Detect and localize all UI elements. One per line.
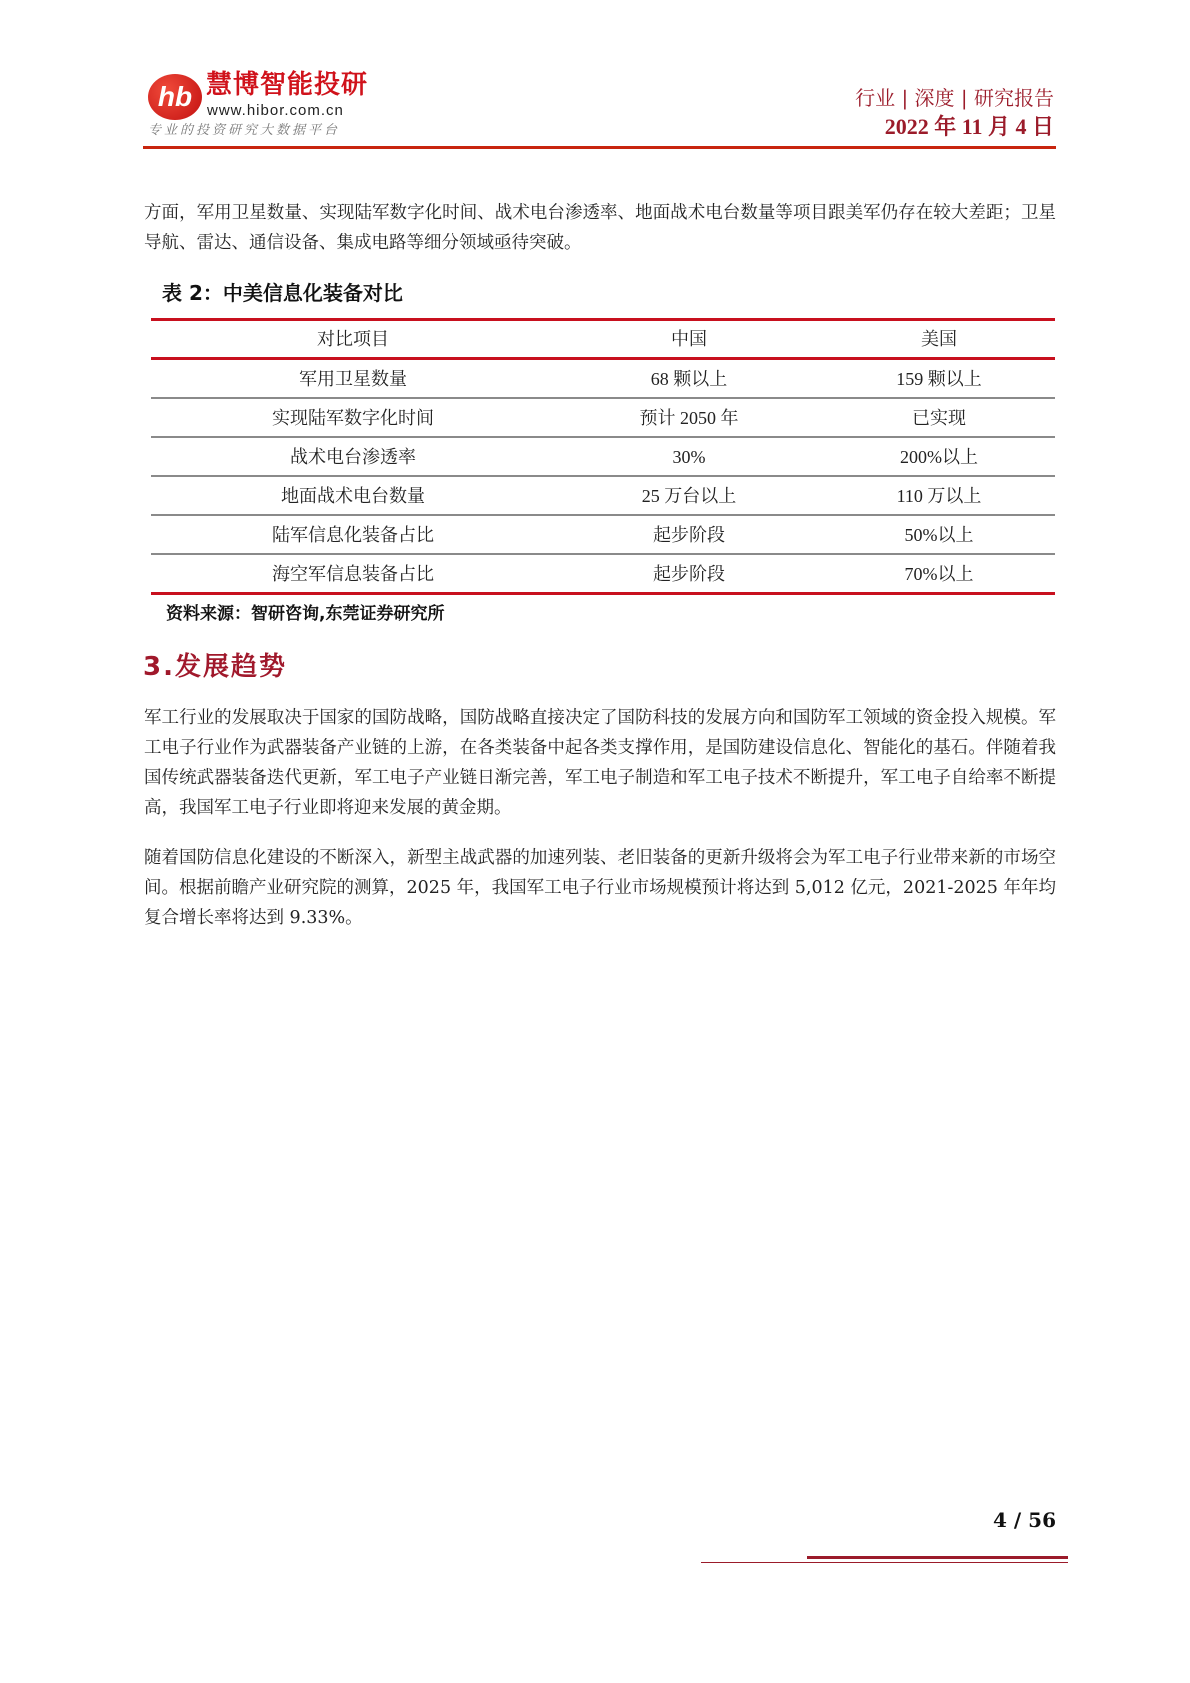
cell: 战术电台渗透率 bbox=[151, 437, 555, 476]
table-row bbox=[151, 359, 1055, 399]
cell: 25 万台以上 bbox=[555, 476, 823, 515]
cell: 50%以上 bbox=[823, 515, 1055, 554]
header-divider bbox=[143, 146, 1056, 149]
footer-divider bbox=[807, 1556, 1068, 1559]
cell: 实现陆军数字化时间 bbox=[151, 398, 555, 437]
cell: 159 颗以上 bbox=[823, 359, 1055, 399]
logo-slogan: 专业的投资研究大数据平台 bbox=[148, 123, 341, 138]
cell: 30% bbox=[555, 437, 823, 476]
logo-icon bbox=[148, 74, 202, 120]
table-row bbox=[151, 554, 1055, 594]
cell: 起步阶段 bbox=[555, 554, 823, 594]
logo-url: www.hibor.com.cn bbox=[207, 102, 344, 119]
body-paragraph: 随着国防信息化建设的不断深入，新型主战武器的加速列装、老旧装备的更新升级将会为军工电子行业带来新的市场空间。根据前瞻产业研究院的测算，2025 年，我国军工电子行业市场规模预计将达到 5,012 亿元，2021-2025 年年均复合增长率将达到 9.33%。 bbox=[144, 848, 1056, 928]
column-header: 对比项目 bbox=[151, 320, 555, 359]
table-row bbox=[151, 476, 1055, 515]
column-header: 美国 bbox=[823, 320, 1055, 359]
cell: 已实现 bbox=[823, 398, 1055, 437]
cell: 陆军信息化装备占比 bbox=[151, 515, 555, 554]
body-paragraph: 军工行业的发展取决于国家的国防战略，国防战略直接决定了国防科技的发展方向和国防军工领域的资金投入规模。军工电子行业作为武器装备产业链的上游，在各类装备中起各类支撑作用，是国防建设信息化、智能化的基石。伴随着我国传统武器装备迭代更新，军工电子产业链日渐完善，军工电子制造和军工电子技术不断提升，军工电子自给率不断提高，我国军工电子行业即将迎来发展的黄金期。 bbox=[144, 708, 1056, 818]
cell: 地面战术电台数量 bbox=[151, 476, 555, 515]
footer-divider bbox=[701, 1562, 1068, 1563]
cell: 70%以上 bbox=[823, 554, 1055, 594]
table-row bbox=[151, 437, 1055, 476]
report-date: 2022 年 11 月 4 日 bbox=[884, 114, 1054, 139]
content-column bbox=[144, 198, 1056, 933]
cell: 200%以上 bbox=[823, 437, 1055, 476]
cell: 预计 2050 年 bbox=[555, 398, 823, 437]
logo-name: 慧博智能投研 bbox=[206, 70, 369, 100]
comparison-table bbox=[151, 318, 1055, 595]
table-header-row bbox=[151, 320, 1055, 359]
column-header: 中国 bbox=[555, 320, 823, 359]
page-number: 4 / 56 bbox=[993, 1508, 1056, 1532]
cell: 海空军信息装备占比 bbox=[151, 554, 555, 594]
table-row bbox=[151, 515, 1055, 554]
table-row bbox=[151, 398, 1055, 437]
report-type: 行业 | 深度 | 研究报告 bbox=[855, 86, 1054, 110]
intro-paragraph: 方面，军用卫星数量、实现陆军数字化时间、战术电台渗透率、地面战术电台数量等项目跟美军仍存在较大差距；卫星导航、雷达、通信设备、集成电路等细分领域亟待突破。 bbox=[144, 203, 1056, 253]
section-title: 3.发展趋势 bbox=[143, 652, 287, 682]
table-title: 表 2：中美信息化装备对比 bbox=[162, 281, 403, 305]
cell: 68 颗以上 bbox=[555, 359, 823, 399]
logo-mark: hb bbox=[157, 81, 193, 112]
table-source: 资料来源：智研咨询,东莞证券研究所 bbox=[166, 604, 445, 624]
cell: 110 万以上 bbox=[823, 476, 1055, 515]
cell: 起步阶段 bbox=[555, 515, 823, 554]
cell: 军用卫星数量 bbox=[151, 359, 555, 399]
